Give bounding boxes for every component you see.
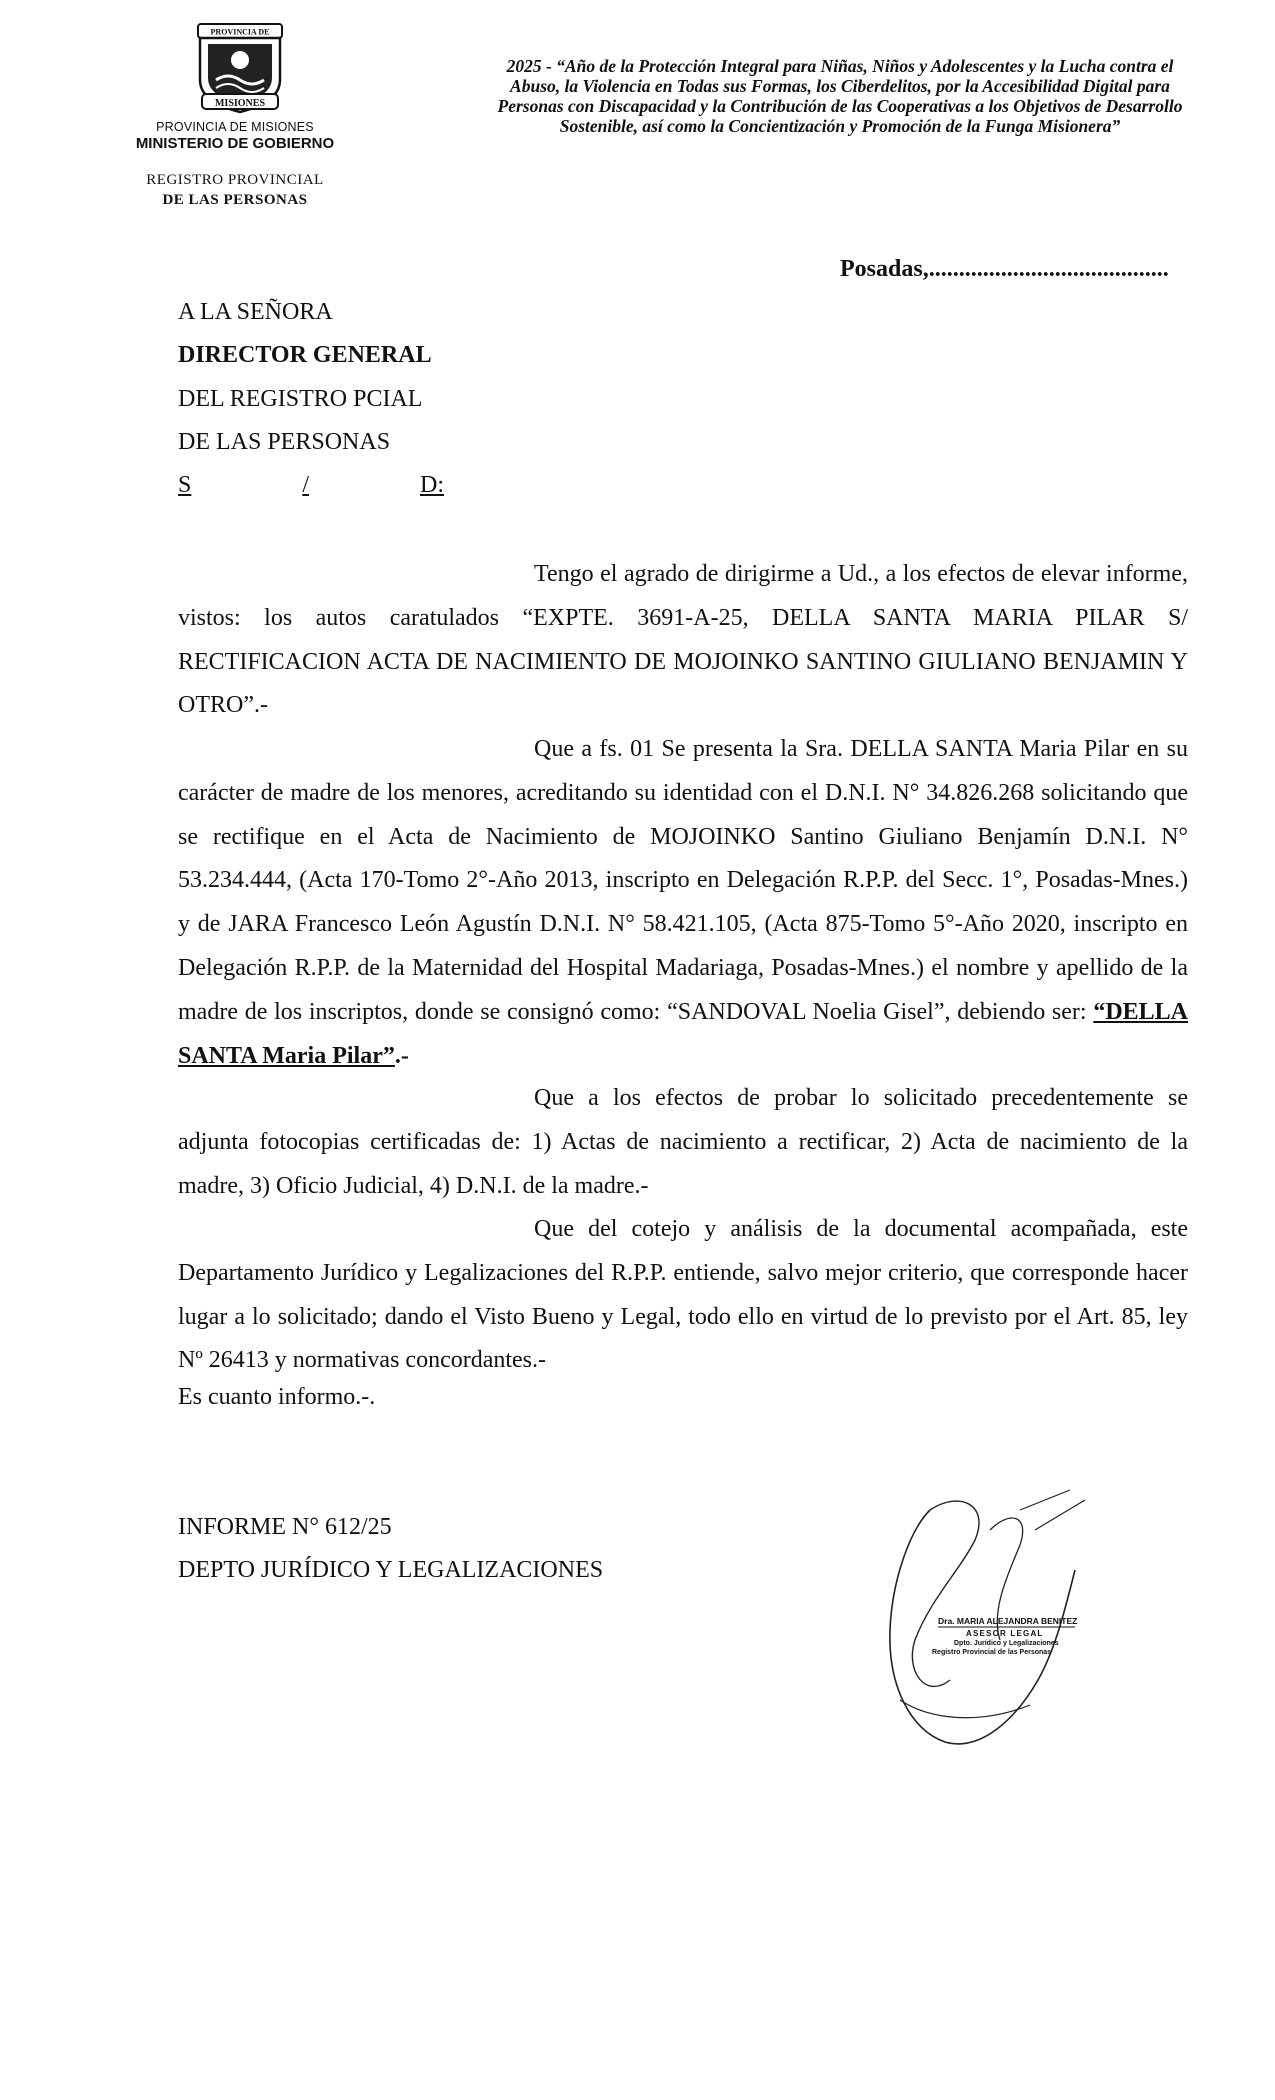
sd-slash: / — [302, 472, 310, 498]
province-crest-logo — [180, 22, 300, 117]
crest-top-text: PROVINCIA DE — [210, 27, 270, 37]
ministry-name: MINISTERIO DE GOBIERNO — [135, 135, 335, 152]
registry-name-line2: DE LAS PERSONAS — [162, 192, 308, 208]
stamp-name: Dra. MARIA ALEJANDRA BENITEZ — [938, 1616, 1078, 1626]
registry-name-line1: REGISTRO PROVINCIAL — [146, 172, 324, 188]
stamp-role: ASESOR LEGAL — [966, 1629, 1044, 1638]
paragraph-intro: Tengo el agrado de dirigirme a Ud., a los efectos de elevar informe, vistos: los autos caratulados “EXPTE. 3691-A-25, DELLA SANTA MARIA PILAR S/ RECTIFICACION ACTA DE NACIMIENTO DE MOJOINKO SANTINO GIULIANO BENJAMIN Y OTRO”.- — [178, 561, 1188, 719]
province-name: PROVINCIA DE MISIONES — [156, 120, 314, 134]
crest-bottom-text: MISIONES — [214, 98, 266, 109]
paragraph-request — [178, 728, 1188, 1078]
stamp-dept: Dpto. Jurídico y Legalizaciones — [954, 1640, 1059, 1647]
paragraph-conclusion: Que del cotejo y análisis de la documental acompañada, este Departamento Jurídico y Legalizaciones del R.P.P. entiende, salvo mejor criterio, que corresponde hacer lugar a lo solicitado; dando el Visto Bueno y Legal, todo ello en virtud de lo previsto por el Art. 85, ley Nº 26413 y normativas concordantes.- — [178, 1216, 1188, 1374]
addressee-line3: DEL REGISTRO PCIAL — [178, 386, 423, 412]
su-despacho-line — [178, 472, 444, 499]
report-number: INFORME N° 612/25 — [178, 1514, 392, 1540]
paragraph-request-text: Que a fs. 01 Se presenta la Sra. DELLA SANTA Maria Pilar en su carácter de madre de los menores, acreditando su identidad con el D.N.I. N° 34.826.268 solicitando que se rectifique en el Acta de Nacimiento de MOJOINKO Santino Giuliano Benjamín D.N.I. N° 53.234.444, (Acta 170-Tomo 2°-Año 2013, inscripto en Delegación R.P.P. del Secc. 1°, Posadas-Mnes.) y de JARA Francesco León Agustín D.N.I. N° 58.421.105, (Acta 875-Tomo 5°-Año 2020, inscripto en Delegación R.P.P. de la Maternidad del Hospital Madariaga, Posadas-Mnes.) el nombre y apellido de la madre de los inscriptos, donde se consignó como: “SANDOVAL Noelia Gisel”, debiendo ser: — [178, 736, 1188, 1025]
paragraph-attachments: Que a los efectos de probar lo solicitado precedentemente se adjunta fotocopias certificadas de: 1) Actas de nacimiento a rectificar, 2) Acta de nacimiento de la madre, 3) Oficio Judicial, 4) D.N.I. de la madre.- — [178, 1085, 1188, 1199]
stamp-registry: Registro Provincial de las Personas — [932, 1649, 1052, 1656]
year-motto: 2025 - “Año de la Protección Integral para Niñas, Niños y Adolescentes y la Lucha contra el Abuso, la Violencia en Todas sus Formas, los Ciberdelitos, por la Accesibilidad Digital para Personas con Discapacidad y la Contribución de las Cooperativas a los Objetivos de Desarrollo Sostenible, así como la Concientización y Promoción de la Funga Misionera” — [497, 56, 1183, 136]
department-name: DEPTO JURÍDICO Y LEGALIZACIONES — [178, 1557, 604, 1583]
sd-d: D: — [420, 472, 444, 498]
addressee-line4: DE LAS PERSONAS — [178, 429, 391, 455]
addressee-title: DIRECTOR GENERAL — [178, 342, 432, 368]
signature-stamp — [870, 1470, 1100, 1770]
addressee-line1: A LA SEÑORA — [178, 299, 333, 325]
closing-line: Es cuanto informo.-. — [178, 1384, 376, 1410]
paragraph-request-end: .- — [394, 1042, 409, 1069]
sd-s: S — [178, 472, 192, 498]
correct-name-emphasis: “DELLA SANTA Maria Pilar” — [178, 998, 1188, 1069]
place-date-line: Posadas,........................................ — [840, 256, 1169, 282]
